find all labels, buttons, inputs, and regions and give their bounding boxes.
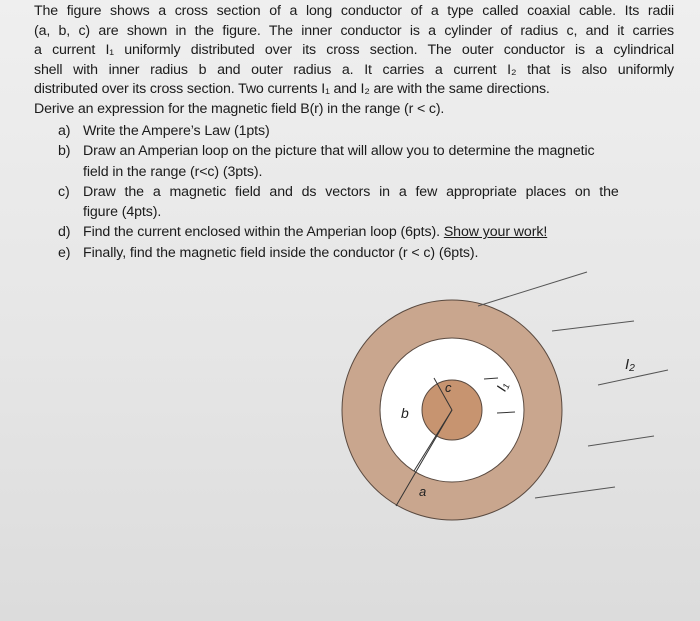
question-b-line-2: field in the range (r<c) (3pts). <box>83 163 263 180</box>
problem-line-1: The figure shows a cross section of a long conductor of a type called coaxial cable. Its radii <box>34 3 674 19</box>
problem-line-3: a current I₁ uniformly distributed over its cross section. The outer conductor is a cylindrical <box>34 42 674 58</box>
problem-line-2: (a, b, c) are shown in the figure. The inner conductor is a cylinder of radius c, and it carries <box>34 22 674 39</box>
label-a: a <box>419 484 427 499</box>
field-line-4 <box>588 436 654 446</box>
question-label: a) <box>58 123 71 139</box>
question-a-line-1: Write the Ampere’s Law (1pts) <box>83 123 270 139</box>
field-line-5 <box>535 487 615 498</box>
field-line-2 <box>552 321 634 331</box>
question-label: b) <box>58 143 71 160</box>
show-your-work-note: Show your work! <box>443 224 548 241</box>
question-e-line-1: Finally, find the magnetic field inside the conductor (r < c) (6pts). <box>83 244 479 261</box>
question-label: c) <box>58 183 70 200</box>
question-label: e) <box>58 244 71 261</box>
question-b-line-1: Draw an Amperian loop on the picture that will allow you to determine the magnetic <box>83 143 595 160</box>
problem-line-4: shell with inner radius b and outer radius a. It carries a current I₂ that is also uniformly <box>34 61 674 78</box>
label-i2: I₂ <box>625 356 635 373</box>
label-i1: I₁ <box>492 379 511 394</box>
question-c-line-1: Draw the a magnetic field and ds vectors in a few appropriate places on the <box>83 183 619 200</box>
question-label: d) <box>58 224 71 241</box>
label-c: c <box>445 380 452 395</box>
question-d-text: Find the current enclosed within the Amperian loop (6pts). <box>83 224 444 241</box>
problem-line-6: Derive an expression for the magnetic field B(r) in the range (r < c). <box>34 100 445 117</box>
label-b: b <box>401 405 409 421</box>
question-c-line-2: figure (4pts). <box>83 204 162 221</box>
problem-line-5: distributed over its cross section. Two currents I₁ and I₂ are with the same directions. <box>34 81 550 97</box>
field-line-1 <box>478 272 587 306</box>
